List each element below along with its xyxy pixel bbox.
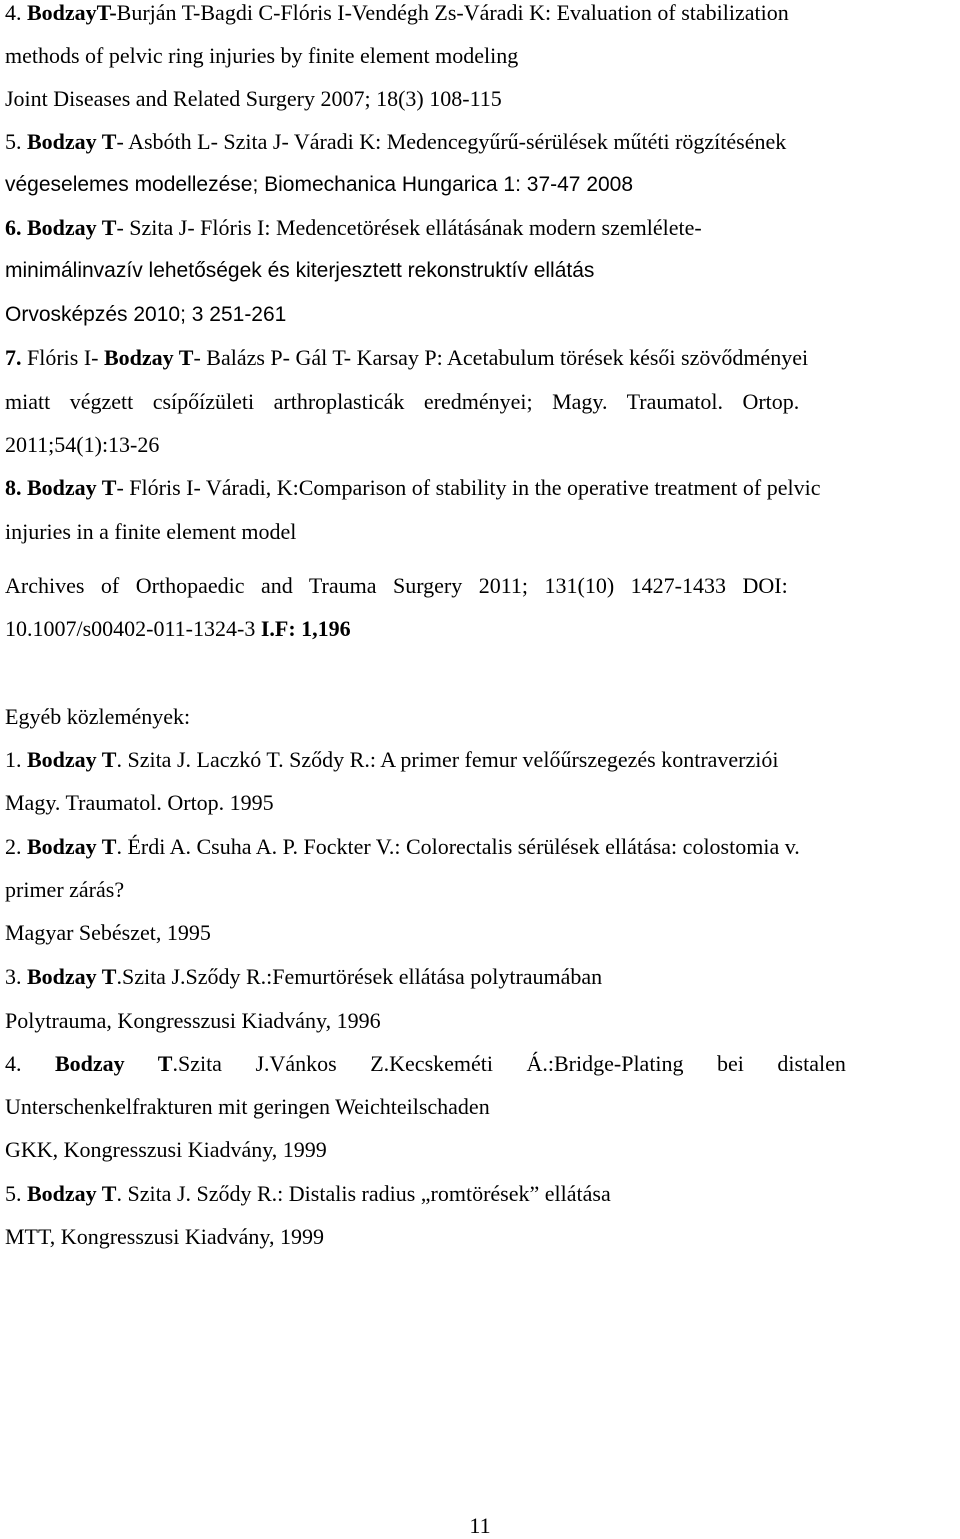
ref-8-line2: injuries in a finite element model [5, 519, 297, 544]
ref-6-line2: minimálinvazív lehetőségek és kiterjesztett rekonstruktív ellátás [5, 259, 595, 282]
ref-6-line3: Orvosképzés 2010; 3 251-261 [5, 303, 287, 326]
other-3-line1: 3. Bodzay T.Szita J.Sződy R.:Femurtörések ellátása polytraumában [5, 964, 603, 989]
other-4-line1: 4. Bodzay T.Szita J.Vánkos Z.Kecskeméti Á.:Bridge-Plating bei distalen [5, 1051, 846, 1076]
ref-4-line2: methods of pelvic ring injuries by finite element modeling [5, 43, 519, 68]
ref-8-line4: 10.1007/s00402-011-1324-3 I.F: 1,196 [5, 616, 351, 641]
other-4-line2: Unterschenkelfrakturen mit geringen Weichteilschaden [5, 1094, 490, 1119]
other-2-line3: Magyar Sebészet, 1995 [5, 920, 211, 945]
page-number: 11 [469, 1513, 491, 1538]
other-1-line2: Magy. Traumatol. Ortop. 1995 [5, 790, 274, 815]
other-2-line1: 2. Bodzay T. Érdi A. Csuha A. P. Fockter V.: Colorectalis sérülések ellátása: colostomia v. [5, 834, 800, 859]
ref-6-line1: 6. Bodzay T- Szita J- Flóris I: Medencetörések ellátásának modern szemlélete- [5, 215, 702, 240]
ref-5-line1: 5. Bodzay T- Asbóth L- Szita J- Váradi K: Medencegyűrű-sérülések műtéti rögzítésének [5, 129, 787, 154]
other-2-line2: primer zárás? [5, 877, 125, 902]
other-4-line3: GKK, Kongresszusi Kiadvány, 1999 [5, 1137, 327, 1162]
other-1-line1: 1. Bodzay T. Szita J. Laczkó T. Sződy R.: A primer femur velőűrszegezés kontraverziói [5, 747, 779, 772]
ref-5-line2: végeselemes modellezése; Biomechanica Hungarica 1: 37-47 2008 [5, 173, 634, 196]
ref-8-line3: Archives of Orthopaedic and Trauma Surgery 2011; 131(10) 1427-1433 DOI: [5, 573, 788, 598]
ref-4-line1: 4. BodzayT-Burján T-Bagdi C-Flóris I-Vendégh Zs-Váradi K: Evaluation of stabilization [5, 0, 789, 25]
ref-7-line3: 2011;54(1):13-26 [5, 432, 160, 457]
ref-7-line2: miatt végzett csípőízületi arthroplasticák eredményei; Magy. Traumatol. Ortop. [5, 389, 800, 414]
other-3-line2: Polytrauma, Kongresszusi Kiadvány, 1996 [5, 1008, 381, 1033]
ref-4-line3: Joint Diseases and Related Surgery 2007; 18(3) 108-115 [5, 86, 502, 111]
other-5-line2: MTT, Kongresszusi Kiadvány, 1999 [5, 1224, 324, 1249]
other-publications-heading: Egyéb közlemények: [5, 704, 191, 729]
other-5-line1: 5. Bodzay T. Szita J. Sződy R.: Distalis radius „romtörések” ellátása [5, 1181, 611, 1206]
ref-8-line1: 8. Bodzay T- Flóris I- Váradi, K:Comparison of stability in the operative treatment of pelvic [5, 475, 821, 500]
ref-7-line1: 7. Flóris I- Bodzay T- Balázs P- Gál T- Karsay P: Acetabulum törések késői szövődményei [5, 345, 809, 370]
